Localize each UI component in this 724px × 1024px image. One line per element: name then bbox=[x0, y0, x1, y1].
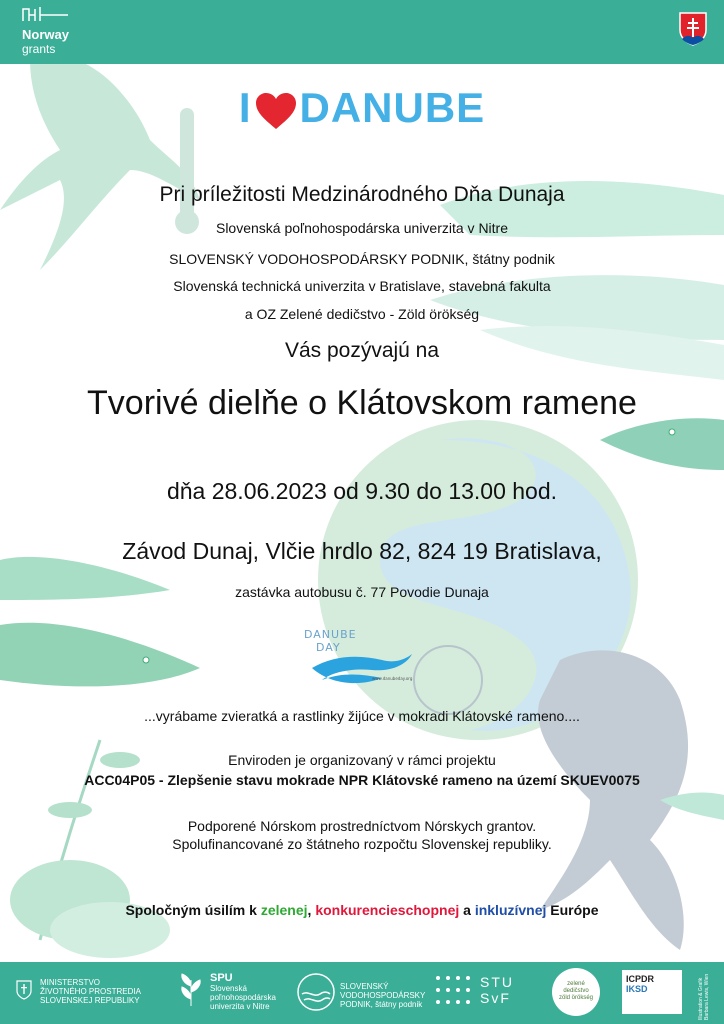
slogan-green: zelenej bbox=[260, 902, 308, 918]
heart-icon bbox=[254, 91, 298, 131]
zelene-dedicstvo-logo bbox=[552, 968, 600, 1016]
danube-day-url: www.danubeday.org bbox=[372, 676, 413, 681]
event-date: dňa 28.06.2023 od 9.30 do 13.00 hod. bbox=[166, 478, 558, 504]
iksd-text: IKSD bbox=[626, 984, 648, 994]
partner-logos-bar bbox=[0, 962, 724, 1024]
ministry-line1: MINISTERSTVO bbox=[40, 978, 101, 987]
svp-logo bbox=[296, 972, 425, 1009]
danube-day-line2: DAY bbox=[316, 641, 341, 654]
spu-logo bbox=[178, 972, 276, 1011]
stu-acronym: STU bbox=[480, 974, 514, 990]
svp-wave-icon bbox=[296, 972, 336, 1012]
norway-grants-icon bbox=[22, 6, 68, 22]
norway-line1: Norway bbox=[22, 27, 69, 42]
slogan-end: Európe bbox=[546, 902, 599, 918]
stu-logo bbox=[434, 974, 514, 1006]
icpdr-text: ICPDR bbox=[626, 974, 655, 984]
title-suffix: DANUBE bbox=[299, 84, 486, 131]
title-prefix: I bbox=[238, 84, 252, 131]
ministry-line3: SLOVENSKEJ REPUBLIKY bbox=[40, 996, 140, 1005]
spu-acronym: SPU bbox=[210, 972, 233, 984]
organizer-stu: Slovenská technická univerzita v Bratislave, stavebná fakulta bbox=[173, 278, 551, 294]
stu-svf: SvF bbox=[480, 990, 511, 1006]
ministry-logo bbox=[16, 978, 141, 1005]
svp-line1: SLOVENSKÝ bbox=[340, 982, 389, 991]
organizer-oz: a OZ Zelené dedičstvo - Zöld örökség bbox=[244, 306, 480, 322]
i-love-danube-logo bbox=[0, 84, 724, 132]
occasion-heading: Pri príležitosti Medzinárodného Dňa Dunaja bbox=[159, 183, 565, 206]
support-line-1: Podporené Nórskom prostredníctvom Nórskych grantov. bbox=[187, 818, 537, 834]
slogan-sep2: a bbox=[459, 902, 475, 918]
spu-line1: Slovenská bbox=[210, 984, 247, 993]
top-banner bbox=[0, 0, 724, 64]
slovak-coat-of-arms-icon bbox=[679, 12, 707, 46]
slogan-red: konkurencieschopnej bbox=[315, 902, 460, 918]
norway-grants-logo bbox=[22, 6, 69, 56]
stu-dots-icon bbox=[434, 974, 474, 1008]
slogan-blue: inkluzívnej bbox=[474, 902, 547, 918]
danube-day-line1: DANUBE bbox=[304, 628, 357, 641]
icpdr-logo bbox=[622, 970, 682, 1014]
ministry-emblem-icon bbox=[16, 980, 32, 1000]
spu-line2: poľnohospodárska bbox=[210, 993, 276, 1002]
event-place: Závod Dunaj, Vlčie hrdlo 82, 824 19 Bratislava, bbox=[122, 538, 602, 564]
norway-line2: grants bbox=[22, 42, 56, 56]
svp-line3: PODNIK, štátny podnik bbox=[340, 1000, 423, 1009]
credit-line1: Illustration & Grafik bbox=[698, 977, 704, 1020]
illustration-credit bbox=[698, 972, 720, 1020]
project-intro: Enviroden je organizovaný v rámci projektu bbox=[228, 752, 496, 768]
svp-line2: VODOHOSPODÁRSKY bbox=[340, 991, 426, 1000]
activity-line: ...vyrábame zvieratká a rastlinky žijúce v mokradi Klátovské rameno.... bbox=[144, 708, 580, 724]
organizer-svp: SLOVENSKÝ VODOHOSPODÁRSKY PODNIK, štátny podnik bbox=[169, 251, 555, 267]
zelene-text: zelené dedičstvo zöld örökség bbox=[558, 981, 594, 1001]
project-name: ACC04P05 - Zlepšenie stavu mokrade NPR Klátovské rameno na území SKUEV0075 bbox=[84, 772, 640, 788]
spu-line3: univerzita v Nitre bbox=[210, 1002, 270, 1011]
support-line-2: Spolufinancované zo štátneho rozpočtu Slovenskej republiky. bbox=[172, 836, 552, 852]
event-title: Tvorivé dielňe o Klátovskom ramene bbox=[87, 384, 637, 422]
credit-line2: Barbara Lewis, Wien bbox=[704, 973, 710, 1020]
bus-stop: zastávka autobusu č. 77 Povodie Dunaja bbox=[235, 584, 489, 600]
invite-line: Vás pozývajú na bbox=[284, 339, 440, 362]
danube-day-logo bbox=[302, 626, 432, 692]
slogan-part1: Spoločným úsilím k bbox=[125, 902, 261, 918]
ministry-line2: ŽIVOTNÉHO PROSTREDIA bbox=[40, 987, 141, 996]
slogan-sep1: , bbox=[307, 902, 316, 918]
spu-leaf-icon bbox=[178, 972, 204, 1008]
organizer-spu: Slovenská poľnohospodárska univerzita v Nitre bbox=[215, 220, 509, 236]
slogan bbox=[0, 902, 724, 918]
